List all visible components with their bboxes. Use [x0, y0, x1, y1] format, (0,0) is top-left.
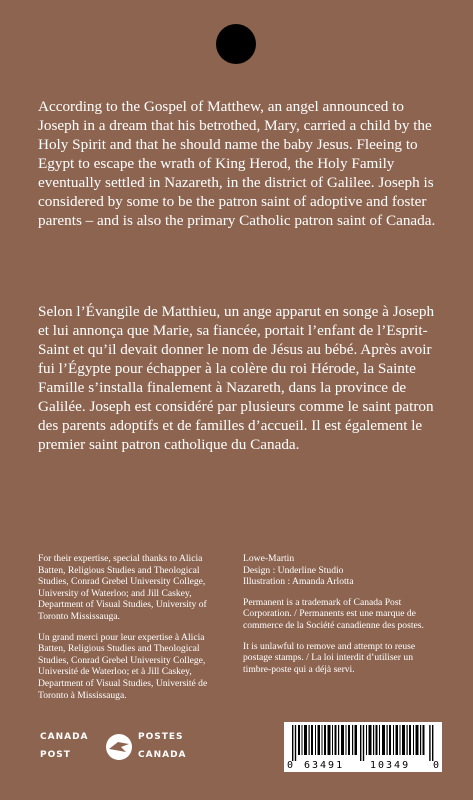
barcode-first-digit: 0 — [287, 760, 294, 771]
credits-column — [243, 553, 443, 684]
logo-post: POST — [40, 750, 71, 760]
trademark-notice: Permanent is a trademark of Canada Post Corporation. / Permanents est une marque de commerce de la Société canadienne des postes. — [243, 596, 424, 631]
illustration-credit: Illustration : Amanda Arlotta — [243, 576, 354, 588]
barcode-last-digit: 0 — [432, 760, 439, 771]
story-french — [38, 302, 438, 454]
story-english — [38, 97, 438, 230]
canada-post-wing-icon — [104, 733, 134, 761]
logo-postes: POSTES — [138, 732, 184, 742]
barcode-bars — [292, 725, 434, 761]
punch-hole — [216, 24, 256, 64]
thanks-french: Un grand merci pour leur expertise à Alicia Batten, Religious Studies and Theological Studies, Conrad Grebel University College, Université de Waterloo; et à Jill Caskey, Department of Visual Studies, Université de Toronto à Mississauga. — [38, 631, 208, 701]
barcode-left-group: 63491 — [304, 760, 345, 771]
design-credit: Design : Underline Studio — [243, 564, 344, 576]
logo-canada-top: CANADA — [40, 732, 89, 742]
reuse-warning: It is unlawful to remove and attempt to reuse postage stamps. / La loi interdit d’utiliser un timbre-poste qui a déjà servi. — [243, 640, 416, 675]
printer-credit: Lowe-Martin — [243, 553, 295, 564]
story-english-text: According to the Gospel of Matthew, an angel announced to Joseph in a dream that his betrothed, Mary, carried a child by the Holy Spirit and that he should name the baby Jesus. Fleeing to Egypt to escape the wrath of King Herod, the Holy Family eventually settled in Nazareth, in the district of Galilee. Joseph is considered by some to be the patron saint of adoptive and foster parents – and is also the primary Catholic patron saint of Canada. — [38, 98, 436, 229]
production-credits — [243, 553, 443, 588]
barcode — [284, 722, 442, 772]
barcode-right-group: 10349 — [370, 760, 411, 771]
thanks-column — [38, 553, 230, 710]
thanks-english: For their expertise, special thanks to Alicia Batten, Religious Studies and Theological Studies, Conrad Grebel University College, University of Waterloo; and Jill Caskey, Department of Visual Studies, University of Toronto Mississauga. — [38, 553, 207, 622]
story-french-text: Selon l’Évangile de Matthieu, un ange apparut en songe à Joseph et lui annonça que Marie, sa fiancée, portait l’enfant de l’Esprit-Saint et qu’il devait donner le nom de Jésus au bébé. Après avoir fui l’Égypte pour échapper à la colère du roi Hérode, la Sainte Famille s’installa finalement à Nazareth, dans la province de Galilée. Joseph est considéré par plusieurs comme le saint patron des parents adoptifs et de familles d’accueil. Il est également le premier saint patron catholique du Canada. — [38, 303, 435, 453]
canada-post-logo — [38, 730, 198, 766]
logo-canada-bottom: CANADA — [138, 750, 187, 760]
